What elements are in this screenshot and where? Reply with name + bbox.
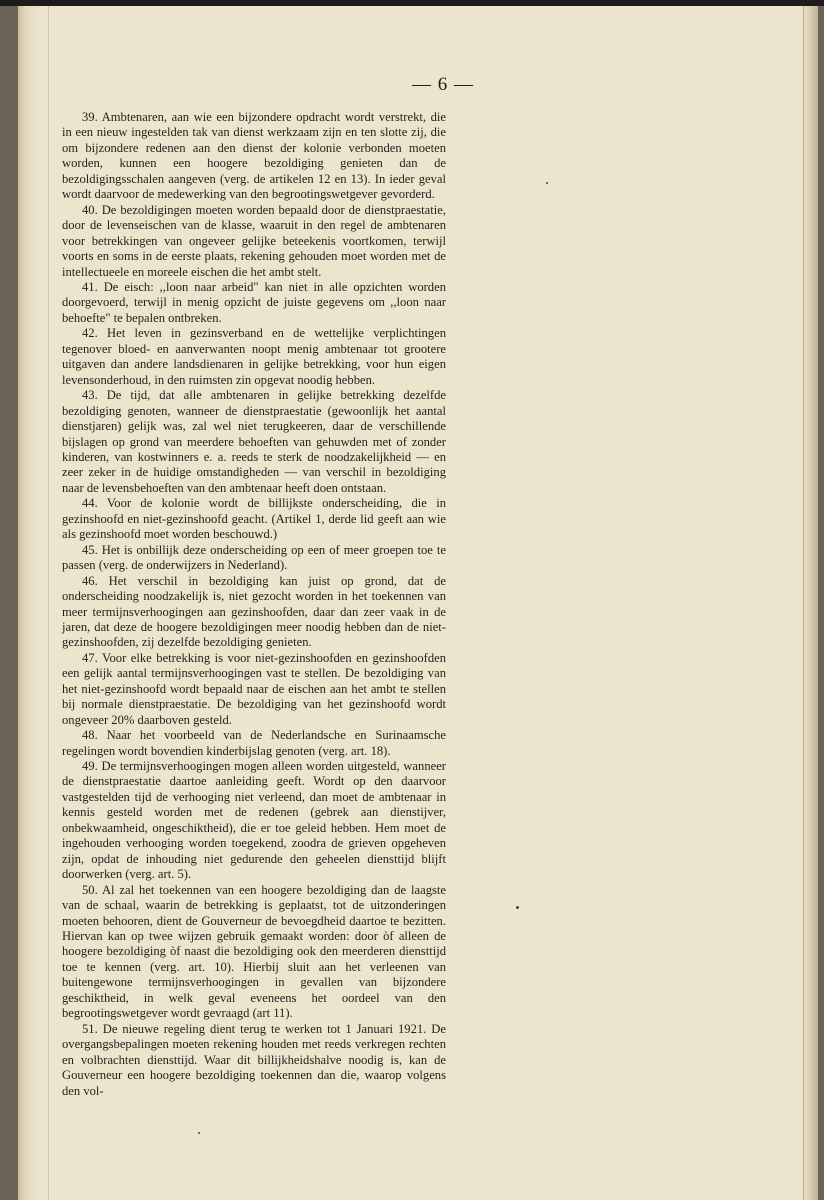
paragraph-40: 40. De bezoldigingen moeten worden bepaald door de dienstpraestatie, door de levenseischen van de klasse, waaruit in den regel de ambtenaren voor betrekkingen van ongeveer gelijke beteekenis voortkomen, terwijl voorts en soms in de eerste plaats, rekening gehouden moet worden met de intellectueele en moreele eischen die het ambt stelt. — [62, 202, 446, 279]
paragraph-50: 50. Al zal het toekennen van een hoogere bezoldiging dan de laagste van de schaal, waarin de betrekking is geplaatst, tot de uitzonderingen moeten behooren, dient de Gouverneur de bevoegdheid daartoe te bezitten. Hiervan kan op twee wijzen gebruik gemaakt worden: door òf alleen de hoogere bezoldiging òf naast die bezoldiging ook den meerderen diensttijd toe te kennen (verg. art. 10). Hierbij sluit aan het verleenen van buitengewone termijnsverhoogingen in gevallen van bijzondere geschiktheid, in welk geval eveneens het oordeel van den begrootingswetgever wordt gevraagd (art 11). — [62, 882, 446, 1021]
paragraph-46: 46. Het verschil in bezoldiging kan juist op grond, dat de onderscheiding noodzakelijk is, niet gezocht worden in het toekennen van meer termijnsverhoogingen aan gezinshoofden, daar dan zeer vaak in de jaren, dat deze de hoogere bezoldigingen meer noodig hebben dan de niet-gezinshoofden, zij dezelfde bezoldiging genieten. — [62, 573, 446, 650]
page-binding-edge — [18, 6, 40, 1200]
document-page — [18, 6, 818, 1200]
paragraph-39: 39. Ambtenaren, aan wie een bijzondere opdracht wordt verstrekt, die in een nieuw ingestelden tak van dienst werkzaam zijn en ten slotte zij, die om bijzondere redenen aan den dienst der kolonie verbonden moeten worden, kunnen een hoogere bezoldiging genieten dan de bezoldigingsschalen aangeven (verg. de artikelen 12 en 13). In ieder geval wordt daarvoor de medewerking van den begrootingswetgever gevorderd. — [62, 110, 446, 202]
page-fold-line — [48, 6, 49, 1200]
paper-speck — [546, 182, 548, 184]
page-right-border-line — [803, 6, 804, 1200]
paragraph-44: 44. Voor de kolonie wordt de billijkste onderscheiding, die in gezinshoofd en niet-gezinshoofd geacht. (Artikel 1, derde lid geeft aan wie als gezinshoofd moet worden beschouwd.) — [62, 496, 446, 542]
body-text — [62, 110, 446, 1099]
paragraph-47: 47. Voor elke betrekking is voor niet-gezinshoofden en gezinshoofden een gelijk aantal termijnsverhoogingen vast te stellen. De bezoldiging van het niet-gezinshoofd wordt bepaald naar de eischen aan het ambt te stellen bij normale dienstpraestatie. De bezoldiging van het gezinshoofd wordt ongeveer 20% daarboven gesteld. — [62, 650, 446, 727]
paragraph-41: 41. De eisch: ,,loon naar arbeid" kan niet in alle opzichten worden doorgevoerd, terwijl in menig opzicht de juiste gegevens om ,,loon naar behoefte" te bepalen ontbreken. — [62, 279, 446, 325]
paragraph-51: 51. De nieuwe regeling dient terug te werken tot 1 Januari 1921. De overgangsbepalingen moeten rekening houden met reeds verkregen rechten en volbrachten diensttijd. Waar dit billijkheidshalve noodig is, kan de Gouverneur een hoogere bezoldiging toekennen dan die, waarop volgens den vol- — [62, 1021, 446, 1098]
page-number: — 6 — — [412, 74, 474, 95]
paragraph-42: 42. Het leven in gezinsverband en de wettelijke verplichtingen tegenover bloed- en aanverwanten noopt menig ambtenaar tot grootere uitgaven dan andere landsdienaren in gelijke betrekking, voor hun eigen levensonderhoud, in den ruimsten zin opgevat noodig hebben. — [62, 326, 446, 387]
page-right-edge — [804, 6, 818, 1200]
paragraph-43: 43. De tijd, dat alle ambtenaren in gelijke betrekking dezelfde bezoldiging genoten, wanneer de dienstpraestatie (gewoonlijk het aantal dienstjaren) gelijk was, zal wel niet terugkeeren, daar de verschillende bijslagen op grond van meerdere behoeften van gehuwden met of zonder kinderen, van kostwinners e. a. reeds te sterk de noodzakelijkheid — en zeer zeker in de huidige omstandigheden — van verschil in bezoldiging naar de levensbehoeften van den ambtenaar heeft doen ontstaan. — [62, 388, 446, 495]
paragraph-48: 48. Naar het voorbeeld van de Nederlandsche en Surinaamsche regelingen wordt bovendien kinderbijslag genoten (verg. art. 18). — [62, 728, 446, 758]
paper-speck — [198, 1132, 200, 1134]
paper-speck — [516, 906, 519, 909]
paragraph-49: 49. De termijnsverhoogingen mogen alleen worden uitgesteld, wanneer de dienstpraestatie daartoe aanleiding geeft. Wordt op den daarvoor vastgestelden tijd de verhooging niet verleend, dan moet de ambtenaar in kennis gesteld worden met de redenen (gebrek aan dienstijver, onbekwaamheid, ongeschiktheid), die er toe geleid hebben. Hem moet de ingehouden verhooging worden toegekend, zoodra de grieven opgeheven zijn, opdat de inhouding niet gedurende den geheelen diensttijd blijft doorwerken (verg. art. 5). — [62, 759, 446, 882]
paragraph-45: 45. Het is onbillijk deze onderscheiding op een of meer groepen toe te passen (verg. de onderwijzers in Nederland). — [62, 542, 446, 573]
